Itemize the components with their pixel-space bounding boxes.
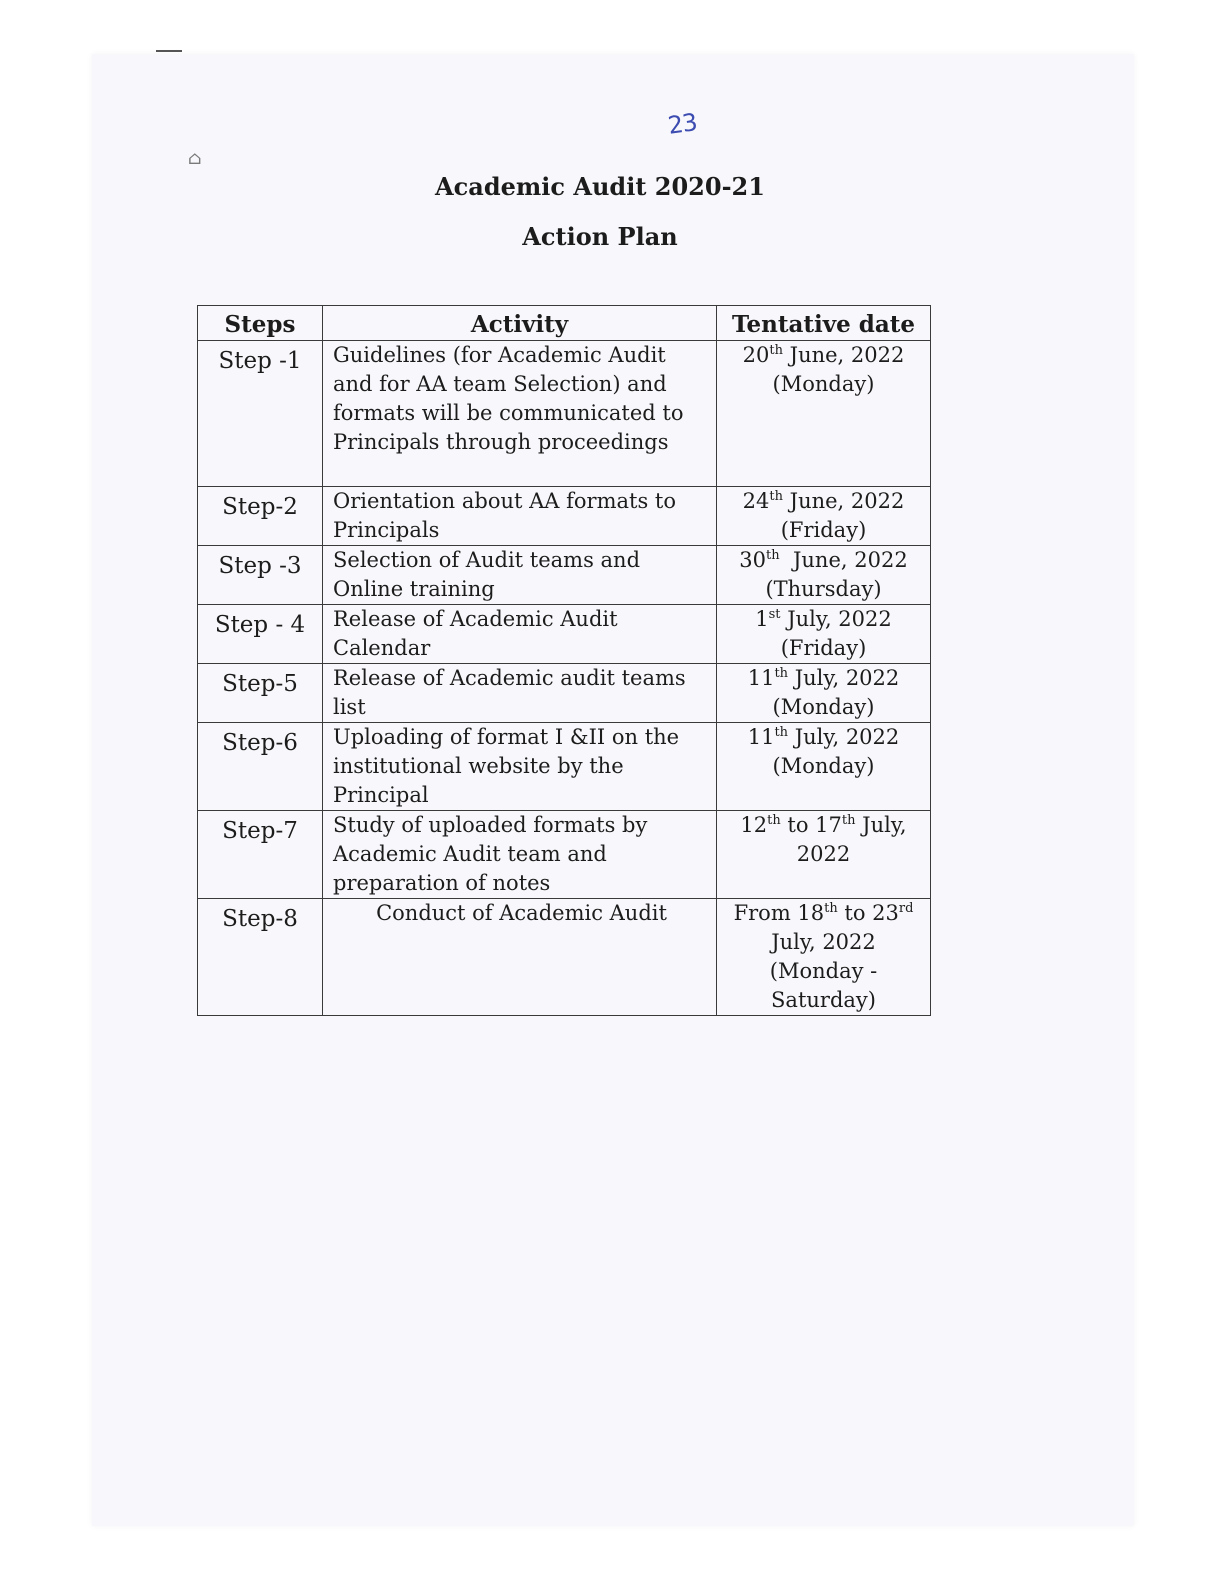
step-cell: Step -3 — [198, 546, 323, 605]
step-cell: Step-6 — [198, 723, 323, 811]
table-row — [198, 664, 931, 723]
activity-cell: Guidelines (for Academic Audit and for AA team Selection) and formats will be communicated to Principals through proceedings — [323, 341, 717, 487]
handwritten-page-number: 23 — [666, 108, 699, 140]
date-cell: 11th July, 2022 (Monday) — [717, 664, 931, 723]
activity-cell: Uploading of format I &II on the institutional website by the Principal — [323, 723, 717, 811]
table-row — [198, 341, 931, 487]
table-row — [198, 899, 931, 1016]
header-activity: Activity — [323, 306, 717, 341]
activity-cell: Release of Academic Audit Calendar — [323, 605, 717, 664]
activity-cell: Study of uploaded formats by Academic Audit team and preparation of notes — [323, 811, 717, 899]
table-row — [198, 723, 931, 811]
scan-mark — [156, 50, 182, 52]
activity-cell: Release of Academic audit teams list — [323, 664, 717, 723]
document-title: Academic Audit 2020-21 — [435, 172, 765, 201]
table-header-row — [198, 306, 931, 341]
date-cell: 30th June, 2022 (Thursday) — [717, 546, 931, 605]
step-cell: Step -1 — [198, 341, 323, 487]
document-subtitle: Action Plan — [522, 222, 678, 251]
date-cell: 11th July, 2022 (Monday) — [717, 723, 931, 811]
table-row — [198, 487, 931, 546]
date-cell: From 18th to 23rd July, 2022 (Monday - Saturday) — [717, 899, 931, 1016]
table-row — [198, 546, 931, 605]
scan-mark: ⌂ — [188, 148, 202, 169]
table-row — [198, 605, 931, 664]
header-steps: Steps — [198, 306, 323, 341]
step-cell: Step-5 — [198, 664, 323, 723]
date-cell: 20th June, 2022 (Monday) — [717, 341, 931, 487]
action-plan-table — [197, 305, 931, 1016]
date-cell: 12th to 17th July, 2022 — [717, 811, 931, 899]
date-cell: 24th June, 2022 (Friday) — [717, 487, 931, 546]
activity-cell: Orientation about AA formats to Principals — [323, 487, 717, 546]
header-tentative-date: Tentative date — [717, 306, 931, 341]
table-row — [198, 811, 931, 899]
step-cell: Step - 4 — [198, 605, 323, 664]
step-cell: Step-8 — [198, 899, 323, 1016]
step-cell: Step-2 — [198, 487, 323, 546]
step-cell: Step-7 — [198, 811, 323, 899]
activity-cell: Selection of Audit teams and Online training — [323, 546, 717, 605]
date-cell: 1st July, 2022 (Friday) — [717, 605, 931, 664]
activity-cell: Conduct of Academic Audit — [323, 899, 717, 1016]
